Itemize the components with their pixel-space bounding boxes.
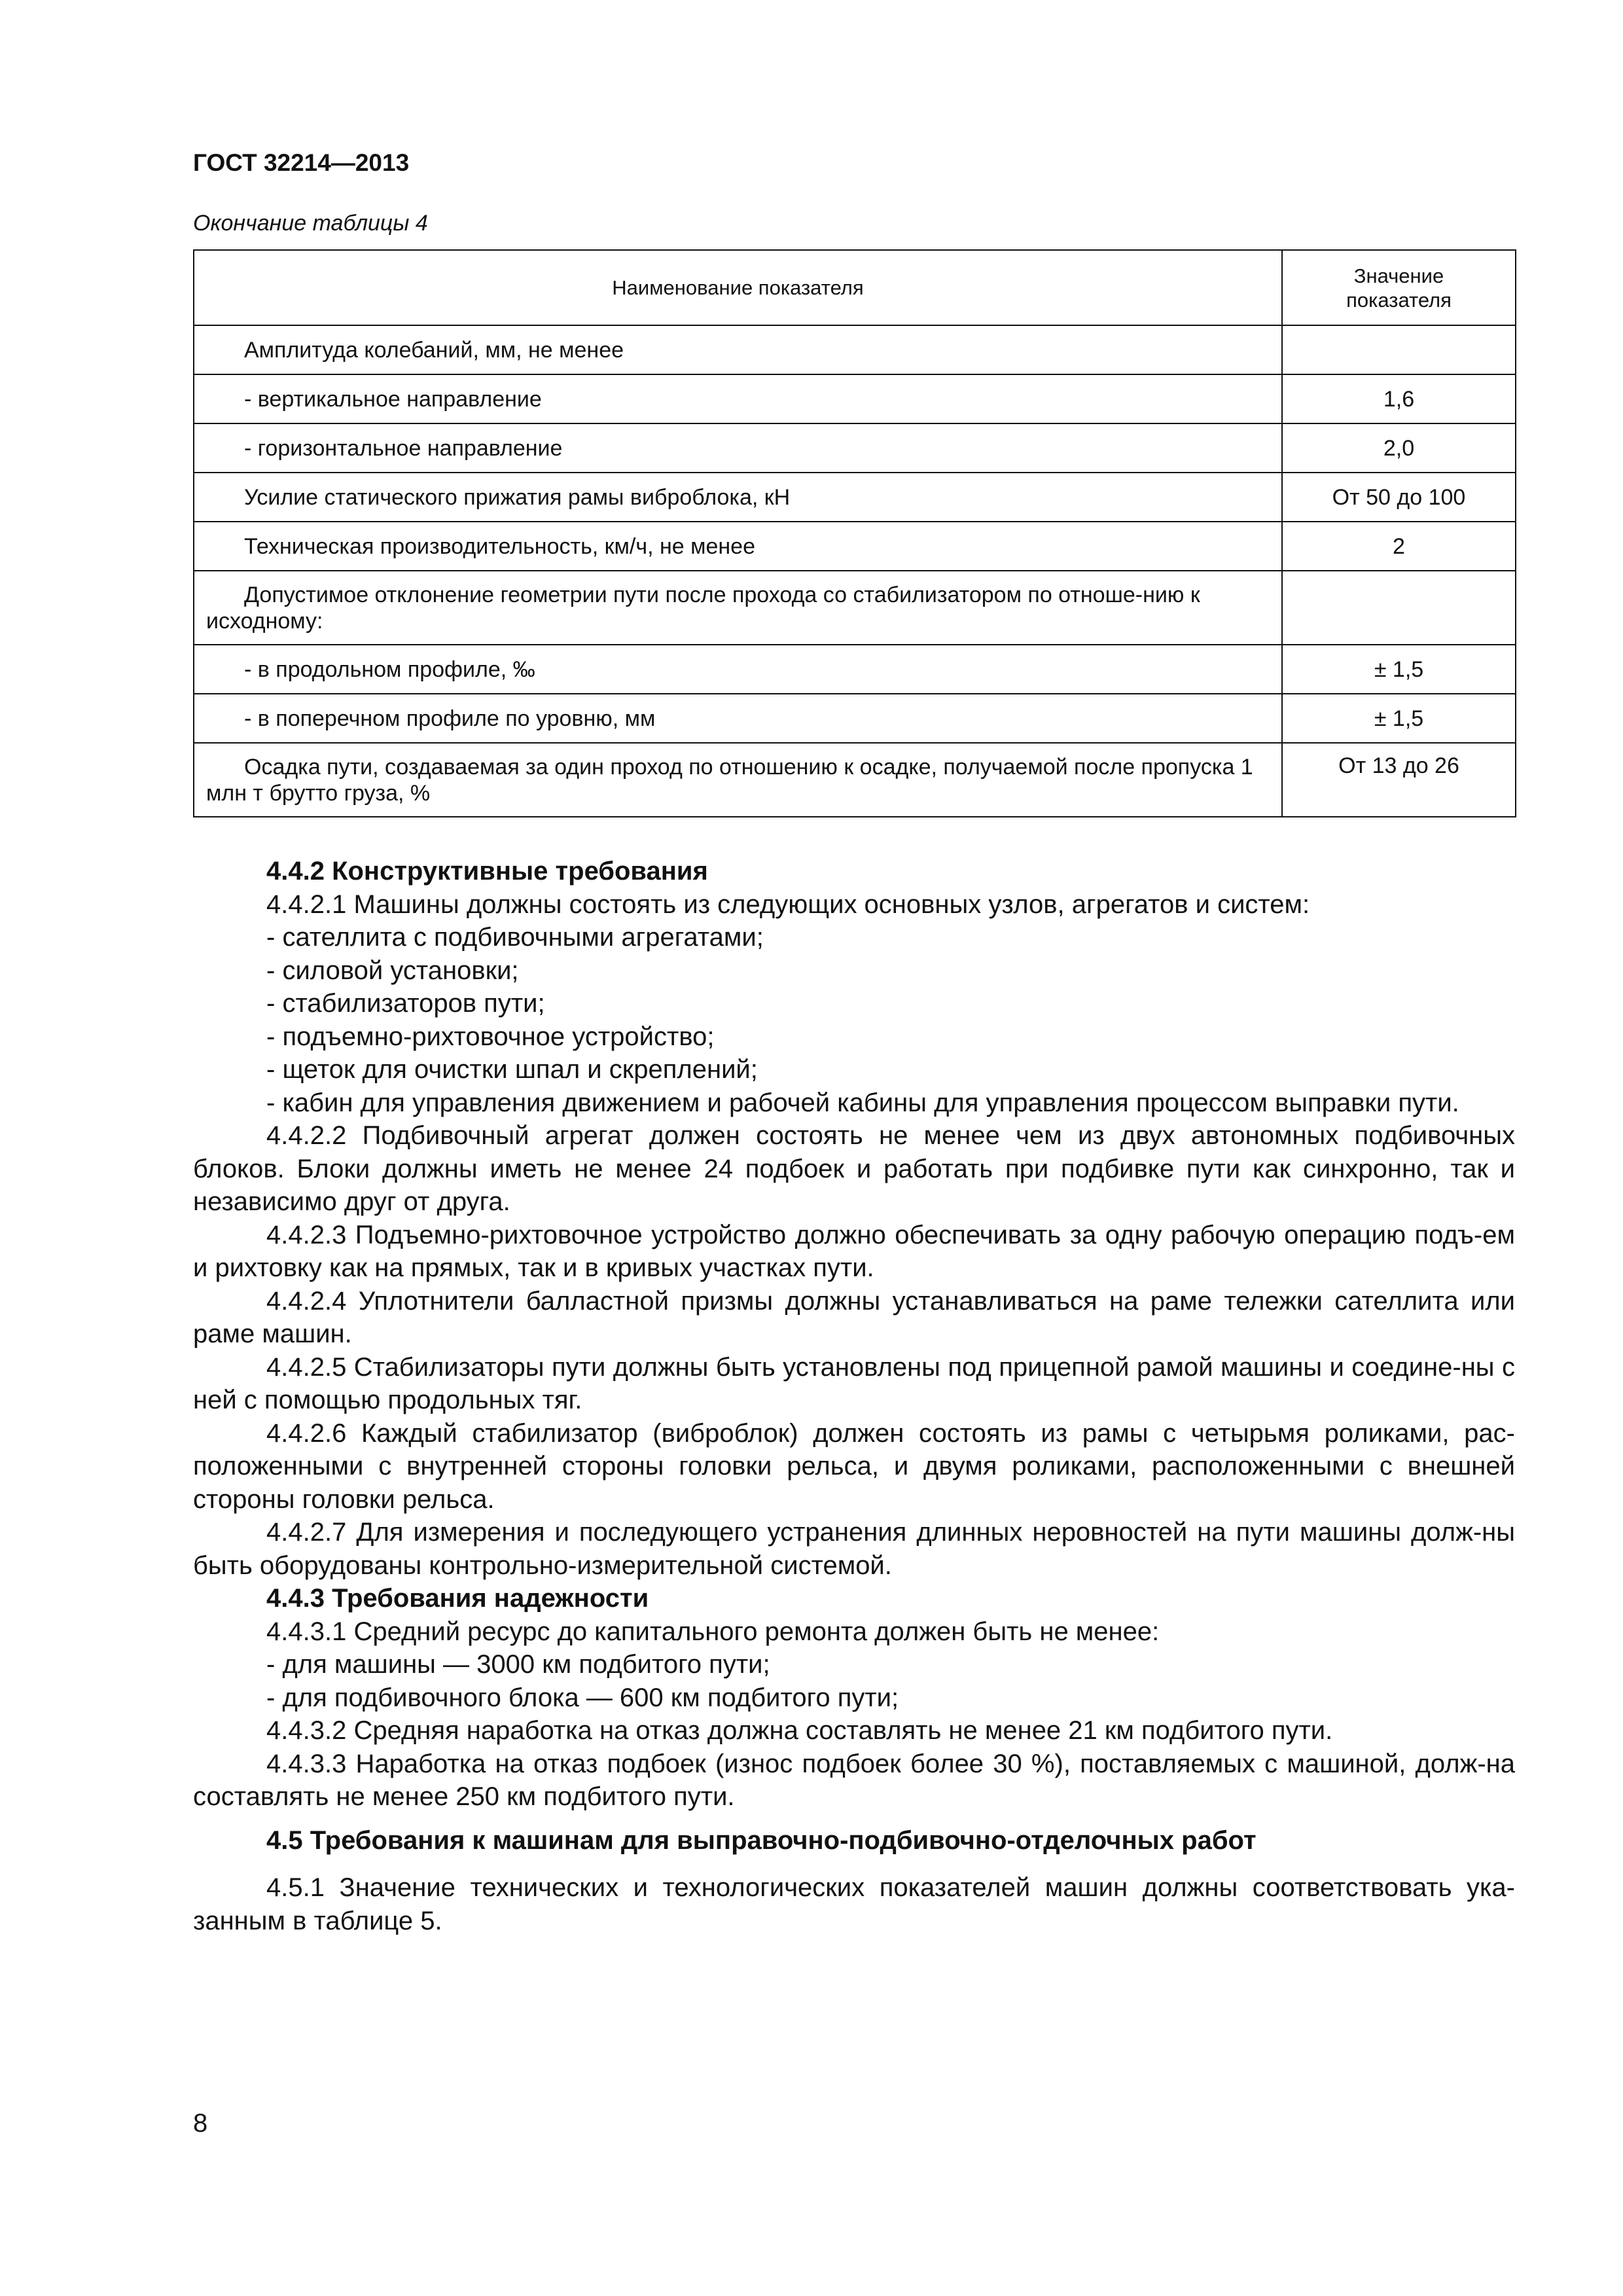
section-heading-4-4-2: 4.4.2 Конструктивные требования bbox=[266, 857, 708, 886]
row-name-cell: - в продольном профиле, ‰ bbox=[194, 645, 1282, 694]
paragraph-4-4-2-2: 4.4.2.2 Подбивочный агрегат должен состоять не менее чем из двух автономных подбивочных блоков. Блоки должны иметь не менее 24 подбоек и работать при подбивке пути как синхронно, так и независимо друг от друга. bbox=[193, 1121, 1515, 1216]
list-item: - силовой установки; bbox=[193, 954, 1515, 988]
table-body bbox=[194, 325, 1516, 817]
table-row bbox=[194, 645, 1516, 694]
paragraph-4-4-2-5: 4.4.2.5 Стабилизаторы пути должны быть установлены под прицепной рамой машины и соедине-ны с ней с помощью продольных тяг. bbox=[193, 1352, 1515, 1414]
row-name-cell: - вертикальное направление bbox=[194, 374, 1282, 423]
list-item: - стабилизаторов пути; bbox=[193, 987, 1515, 1020]
row-name-cell: - горизонтальное направление bbox=[194, 423, 1282, 473]
paragraph-4-4-2-6: 4.4.2.6 Каждый стабилизатор (виброблок) должен состоять из рамы с четырьмя роликами, рас-положенными с внутренней стороны головки рельса, и двумя роликами, расположенными с внешней стороны головки рельса. bbox=[193, 1418, 1515, 1514]
paragraph-4-5-1: 4.5.1 Значение технических и технологических показателей машин должны соответствовать ука-занным в таблице 5. bbox=[193, 1873, 1515, 1935]
table-row bbox=[194, 423, 1516, 473]
paragraph-4-4-3-2: 4.4.3.2 Средняя наработка на отказ должна составлять не менее 21 км подбитого пути. bbox=[266, 1716, 1333, 1745]
list-item: - сателлита с подбивочными агрегатами; bbox=[193, 921, 1515, 954]
table-row bbox=[194, 473, 1516, 522]
list-item: - щеток для очистки шпал и скреплений; bbox=[193, 1053, 1515, 1086]
list-item: - подъемно-рихтовочное устройство; bbox=[193, 1020, 1515, 1054]
table-header-row bbox=[194, 250, 1516, 325]
row-name-cell: Амплитуда колебаний, мм, не менее bbox=[194, 325, 1282, 374]
paragraph-4-4-2-4: 4.4.2.4 Уплотнители балластной призмы должны устанавливаться на раме тележки сателлита или раме машин. bbox=[193, 1286, 1515, 1348]
list-item: - для подбивочного блока — 600 км подбитого пути; bbox=[193, 1681, 1515, 1715]
specification-table bbox=[193, 249, 1516, 817]
table-row bbox=[194, 374, 1516, 423]
row-value-cell bbox=[1282, 571, 1516, 645]
table-caption: Окончание таблицы 4 bbox=[193, 211, 428, 236]
row-name-cell: Усилие статического прижатия рамы виброблока, кН bbox=[194, 473, 1282, 522]
row-value-cell bbox=[1282, 325, 1516, 374]
column-header-value: Значение показателя bbox=[1282, 250, 1516, 325]
document-code: ГОСТ 32214—2013 bbox=[193, 149, 410, 176]
section-heading-4-4-3: 4.4.3 Требования надежности bbox=[266, 1584, 649, 1613]
section-heading-4-5: 4.5 Требования к машинам для выправочно-подбивочно-отделочных работ bbox=[266, 1825, 1257, 1855]
table-row bbox=[194, 694, 1516, 743]
column-header-name: Наименование показателя bbox=[194, 250, 1282, 325]
list-item: - для машины — 3000 км подбитого пути; bbox=[193, 1648, 1515, 1681]
row-value-cell: 2,0 bbox=[1282, 423, 1516, 473]
paragraph-4-4-2-1: 4.4.2.1 Машины должны состоять из следующих основных узлов, агрегатов и систем: bbox=[266, 889, 1310, 919]
row-name-cell: - в поперечном профиле по уровню, мм bbox=[194, 694, 1282, 743]
row-name-cell: Допустимое отклонение геометрии пути после прохода со стабилизатором по отноше-нию к исходному: bbox=[194, 571, 1282, 645]
row-value-cell: ± 1,5 bbox=[1282, 694, 1516, 743]
page-number: 8 bbox=[193, 2109, 208, 2138]
row-value-cell: От 13 до 26 bbox=[1282, 743, 1516, 817]
table-row bbox=[194, 522, 1516, 571]
paragraph-4-4-3-3: 4.4.3.3 Наработка на отказ подбоек (износ подбоек более 30 %), поставляемых с машиной, долж-на составлять не менее 250 км подбитого пути. bbox=[193, 1749, 1515, 1811]
row-value-cell: ± 1,5 bbox=[1282, 645, 1516, 694]
row-name-cell: Осадка пути, создаваемая за один проход по отношению к осадке, получаемой после пропуска 1 млн т брутто груза, % bbox=[194, 743, 1282, 817]
row-value-cell: 2 bbox=[1282, 522, 1516, 571]
document-body bbox=[193, 855, 1515, 1937]
row-value-cell: 1,6 bbox=[1282, 374, 1516, 423]
table-row bbox=[194, 325, 1516, 374]
table-row bbox=[194, 571, 1516, 645]
row-value-cell: От 50 до 100 bbox=[1282, 473, 1516, 522]
paragraph-4-4-2-7: 4.4.2.7 Для измерения и последующего устранения длинных неровностей на пути машины долж-ны быть оборудованы контрольно-измерительной системой. bbox=[193, 1518, 1515, 1580]
paragraph-4-4-3-1: 4.4.3.1 Средний ресурс до капитального ремонта должен быть не менее: bbox=[266, 1617, 1160, 1646]
list-item: - кабин для управления движением и рабочей кабины для управления процессом выправки пути. bbox=[193, 1086, 1515, 1120]
table-row bbox=[194, 743, 1516, 817]
row-name-cell: Техническая производительность, км/ч, не менее bbox=[194, 522, 1282, 571]
paragraph-4-4-2-3: 4.4.2.3 Подъемно-рихтовочное устройство должно обеспечивать за одну рабочую операцию подъ-ем и рихтовку как на прямых, так и в кривых участках пути. bbox=[193, 1220, 1515, 1282]
